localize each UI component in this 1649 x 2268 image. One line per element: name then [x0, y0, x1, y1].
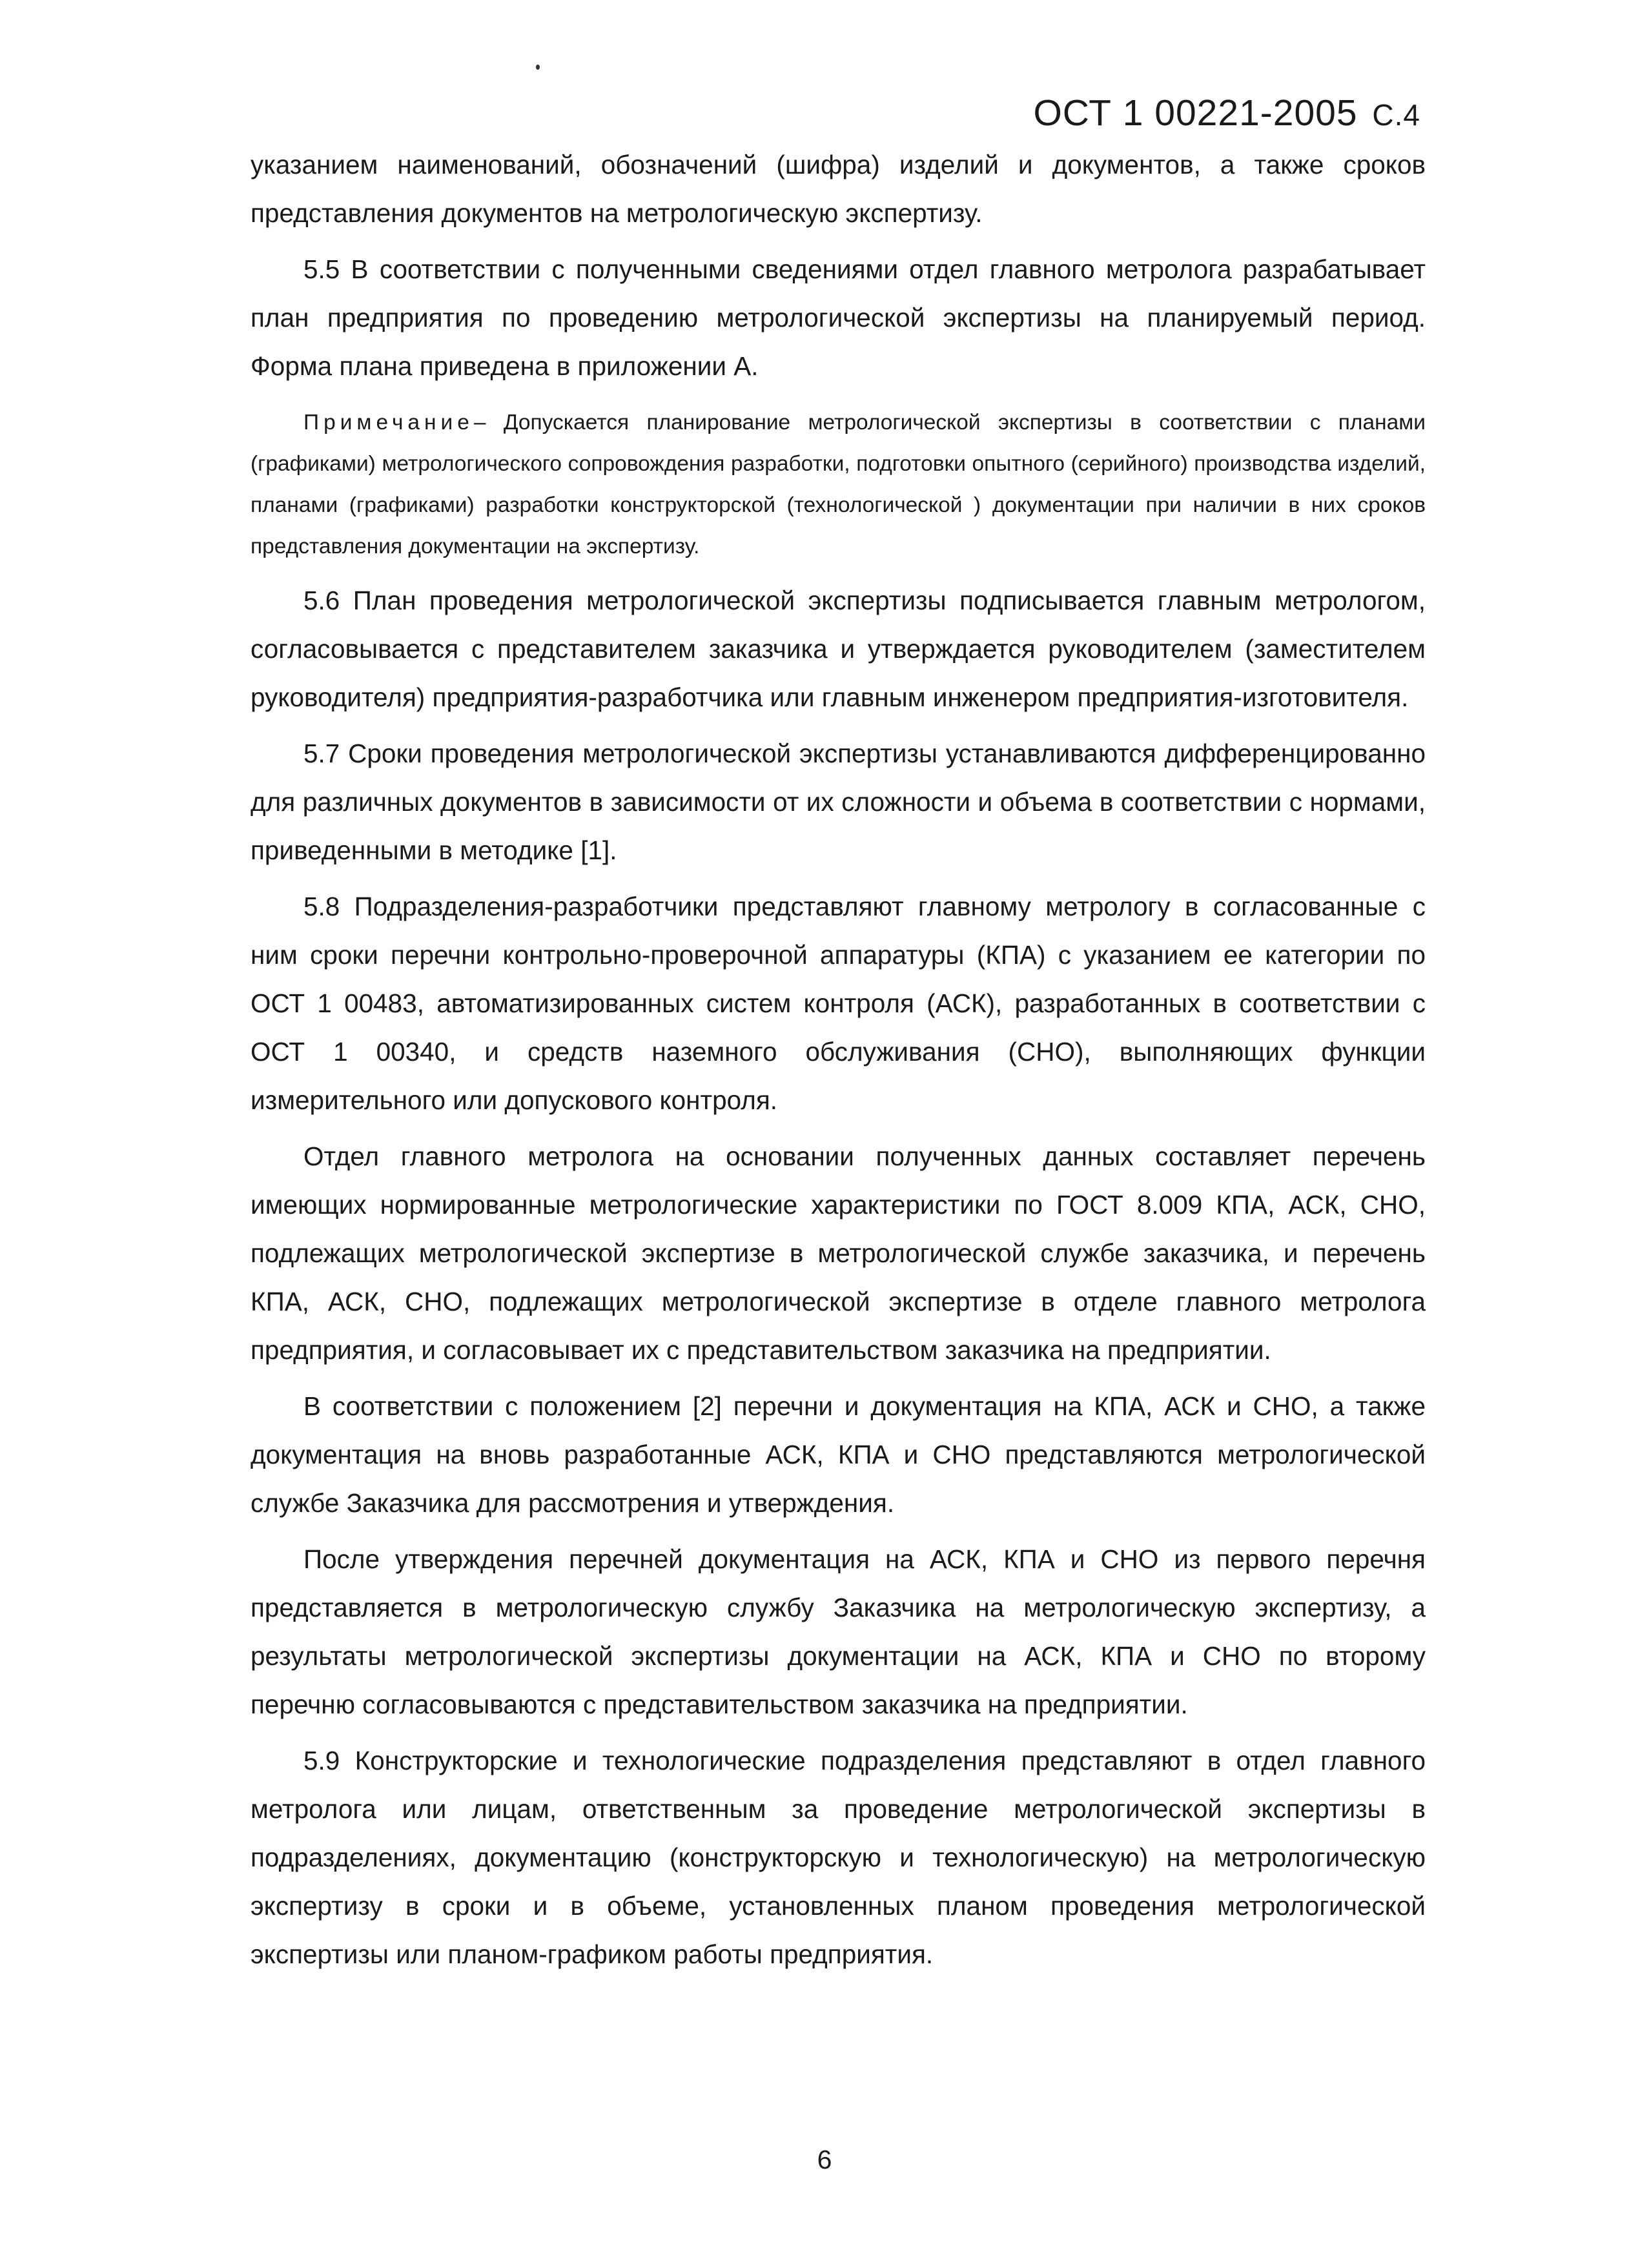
page-number: 6: [817, 2145, 832, 2174]
paragraph-approval: После утверждения перечней документация на АСК, КПА и СНО из первого перечня представляется в метрологическую службу Заказчика на метрологическую экспертизу, а результаты метрологической экспертизы документации на АСК, КПА и СНО по второму перечню согласовываются с представительством заказчика на предприятии.: [251, 1544, 1426, 1719]
paragraph-regulation: В соответствии с положением [2] перечни и документация на КПА, АСК и СНО, а также документация на вновь разработанные АСК, КПА и СНО представляются метрологической службе Заказчика для рассмотрения и утверждения.: [251, 1391, 1426, 1518]
sheet-number: С.4: [1372, 98, 1420, 132]
standard-designation: ОСТ 1 00221-2005: [1033, 92, 1358, 134]
paragraph-5-7: 5.7 Сроки проведения метрологической экспертизы устанавливаются дифференцированно для различных документов в зависимости от их сложности и объема в соответствии с нормами, приведенными в методике [1].: [251, 739, 1426, 865]
paragraph-metrologist-list: Отдел главного метролога на основании полученных данных составляет перечень имеющих нормированные метрологические характеристики по ГОСТ 8.009 КПА, АСК, СНО, подлежащих метрологической экспертизе в метрологической службе заказчика, и перечень КПА, АСК, СНО, подлежащих метрологической экспертизе в отделе главного метролога предприятия, и согласовывает их с представительством заказчика на предприятии.: [251, 1141, 1426, 1365]
paragraph-5-5: 5.5 В соответствии с полученными сведениями отдел главного метролога разрабатывает план предприятия по проведению метрологической экспертизы на планируемый период. Форма плана приведена в приложении А.: [251, 254, 1426, 381]
paragraph-5-8: 5.8 Подразделения-разработчики представляют главному метрологу в согласованные с ним сроки перечни контрольно-проверочной аппаратуры (КПА) с указанием ее категории по ОСТ 1 00483, автоматизированных систем контроля (АСК), разработанных в соответствии с ОСТ 1 00340, и средств наземного обслуживания (СНО), выполняющих функции измерительного или допускового контроля.: [251, 892, 1426, 1115]
paragraph-continuation: указанием наименований, обозначений (шифра) изделий и документов, а также сроков представления документов на метрологическую экспертизу.: [251, 150, 1426, 228]
paragraph-5-9: 5.9 Конструкторские и технологические подразделения представляют в отдел главного метролога или лицам, ответственным за проведение метрологической экспертизы в подразделениях, документацию (конструкторскую и технологическую) на метрологическую экспертизу в сроки и в объеме, установленных планом проведения метрологической экспертизы или планом-графиком работы предприятия.: [251, 1746, 1426, 1969]
scan-speck: [536, 65, 540, 70]
paragraph-5-6: 5.6 План проведения метрологической экспертизы подписывается главным метрологом, согласовывается с представителем заказчика и утверждается руководителем (заместителем руководителя) предприятия-разработчика или главным инженером предприятия-изготовителя.: [251, 586, 1426, 712]
note: [251, 402, 1426, 567]
note-label: Примечание: [303, 411, 474, 434]
page-header: [1033, 92, 1420, 134]
document-body: [251, 141, 1426, 1979]
note-text: – Допускается планирование метрологической экспертизы в соответствии с планами (графиками) метрологического сопровождения разработки, подготовки опытного (серийного) производства изделий, планами (графиками) разработки конструкторской (технологической ) документации при наличии в них сроков представления документации на экспертизу.: [251, 411, 1426, 558]
